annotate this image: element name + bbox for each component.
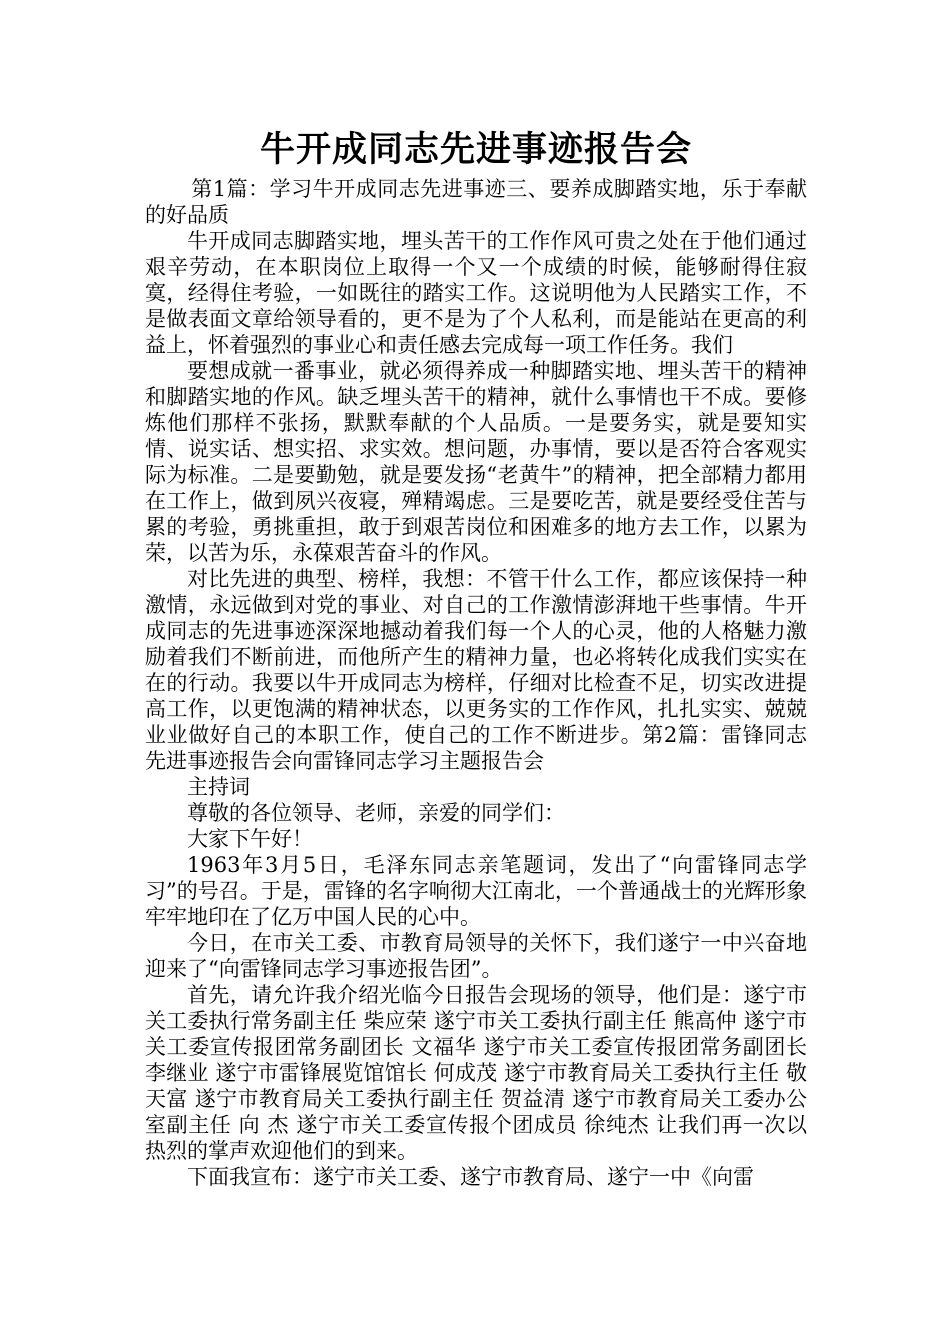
- document-page: [145, 128, 807, 1190]
- paragraph: 今日，在市关工委、市教育局领导的关怀下，我们遂宁一中兴奋地迎来了“向雷锋同志学习事迹报告团”。: [145, 931, 807, 981]
- paragraph: 主持词: [187, 775, 250, 799]
- document-title: 牛开成同志先进事迹报告会: [259, 129, 692, 170]
- paragraph: 首先，请允许我介绍光临今日报告会现场的领导，他们是：遂宁市关工委执行常务副主任 柴应荣 遂宁市关工委执行副主任 熊高仲 遂宁市关工委宣传报团常务副团长 文福华 遂宁市关工委宣传报团常务副团长 李继业 遂宁市雷锋展览馆馆长 何成茂 遂宁市教育局关工委执行主任 敬天富 遂宁市教育局关工委执行副主任 贺益清 遂宁市教育局关工委办公室副主任 向 杰 遂宁市关工委宣传报个团成员 徐纯杰 让我们再一次以热烈的掌声欢迎他们的到来。: [145, 983, 807, 1163]
- paragraph: 大家下午好！: [187, 827, 313, 851]
- paragraph: 对比先进的典型、榜样，我想：不管干什么工作，都应该保持一种激情，永远做到对党的事业、对自己的工作激情澎湃地干些事情。牛开成同志的先进事迹深深地撼动着我们每一个人的心灵，他的人格魅力激励着我们不断前进，而他所产生的精神力量，也必将转化成我们实实在在的行动。我要以牛开成同志为榜样，仔细对比检查不足，切实改进提高工作，以更饱满的精神状态，以更务实的工作作风，扎扎实实、兢兢业业做好自己的本职工作，使自己的工作不断进步。第2篇：雷锋同志先进事迹报告会向雷锋同志学习主题报告会: [145, 567, 807, 773]
- paragraph: 尊敬的各位领导、老师，亲爱的同学们：: [187, 801, 565, 825]
- paragraph: 要想成就一番事业，就必须得养成一种脚踏实地、埋头苦干的精神和脚踏实地的作风。缺乏埋头苦干的精神，就什么事情也干不成。要修炼他们那样不张扬，默默奉献的个人品质。一是要务实，就是要知实情、说实话、想实招、求实效。想问题，办事情，要以是否符合客观实际为标准。二是要勤勉，就是要发扬“老黄牛”的精神，把全部精力都用在工作上，做到夙兴夜寝，殚精竭虑。三是要吃苦，就是要经受住苦与累的考验，勇挑重担，敢于到艰苦岗位和困难多的地方去工作，以累为荣，以苦为乐，永葆艰苦奋斗的作风。: [145, 359, 807, 565]
- paragraph: 下面我宣布：遂宁市关工委、遂宁市教育局、遂宁一中《向雷: [187, 1165, 754, 1189]
- paragraph: 1963年3月5日，毛泽东同志亲笔题词，发出了“向雷锋同志学习”的号召。于是，雷锋的名字响彻大江南北，一个普通战士的光辉形象牢牢地印在了亿万中国人民的心中。: [145, 853, 807, 929]
- paragraph: 牛开成同志脚踏实地，埋头苦干的工作作风可贵之处在于他们通过艰辛劳动，在本职岗位上取得一个又一个成绩的时候，能够耐得住寂寞，经得住考验，一如既往的踏实工作。这说明他为人民踏实工作，不是做表面文章给领导看的，更不是为了个人私利，而是能站在更高的利益上，怀着强烈的事业心和责任感去完成每一项工作任务。我们: [145, 229, 807, 357]
- paragraph: 第1篇：学习牛开成同志先进事迹三、要养成脚踏实地，乐于奉献的好品质: [145, 177, 807, 227]
